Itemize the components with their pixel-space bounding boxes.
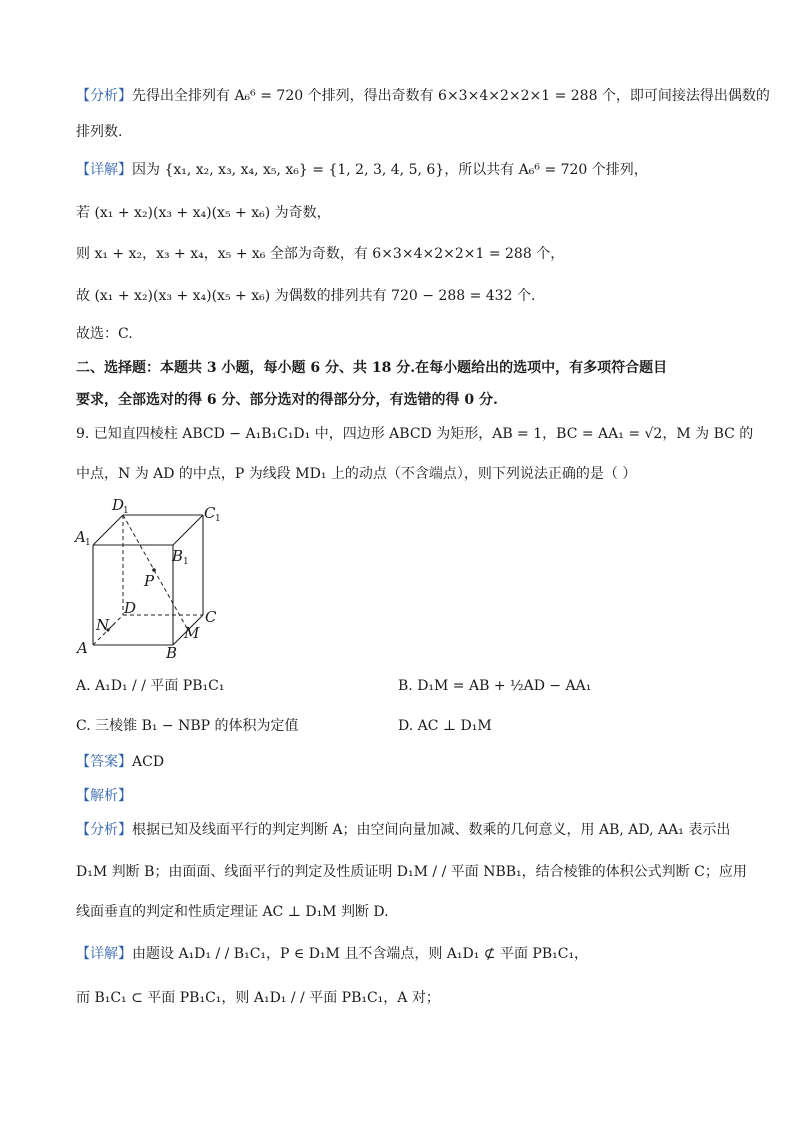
option-b: B. D₁M = AB + ½AD − AA₁ — [398, 678, 592, 694]
q9-analysis-line-3: 线面垂直的判定和性质定理证 AC ⊥ D₁M 判断 D. — [76, 904, 389, 920]
choice-line: 故选：C. — [76, 326, 133, 342]
q9-analysis-line-1 — [76, 820, 730, 840]
analysis-text: 先得出全排列有 A₆⁶ = 720 个排列，得出奇数有 6×3×4×2×2×1 = 288 个，即可间接法得出偶数的 — [132, 88, 770, 104]
label-C1-sub: 1 — [215, 514, 221, 524]
option-a: A. A₁D₁ / / 平面 PB₁C₁ — [76, 678, 225, 694]
answer-label: 【答案】 — [76, 754, 132, 770]
label-B1: B — [172, 547, 184, 565]
label-D1-sub: 1 — [123, 506, 129, 516]
section-heading-2: 要求，全部选对的得 6 分、部分选对的得部分分，有选错的得 0 分. — [76, 392, 498, 408]
label-A: A — [77, 639, 88, 657]
label-C1: C — [204, 504, 216, 522]
section-heading-1: 二、选择题：本题共 3 小题，每小题 6 分、共 18 分.在每小题给出的选项中，有多项符合题目 — [76, 360, 668, 376]
label-A1: A — [75, 528, 86, 546]
label-N: N — [96, 616, 110, 634]
detail-line-2: 若 (x₁ + x₂)(x₃ + x₄)(x₅ + x₆) 为奇数， — [76, 205, 331, 221]
q9-analysis-text: 根据已知及线面平行的判定判断 A；由空间向量加减、数乘的几何意义，用 AB, AD, AA₁ 表示出 — [132, 822, 731, 838]
label-B: B — [166, 644, 178, 660]
option-c: C. 三棱锥 B₁ − NBP 的体积为定值 — [76, 718, 299, 734]
label-B1-sub: 1 — [183, 557, 189, 567]
q9-detail-text: 由题设 A₁D₁ / / B₁C₁，P ∈ D₁M 且不含端点，则 A₁D₁ ⊄ 平面 PB₁C₁， — [132, 946, 589, 962]
detail-line-3: 则 x₁ + x₂，x₃ + x₄，x₅ + x₆ 全部为奇数，有 6×3×4×2×2×1 = 288 个， — [76, 246, 565, 262]
label-D: D — [124, 599, 137, 617]
analysis-line-2: 排列数. — [76, 124, 123, 140]
q9-analysis-label: 【分析】 — [76, 822, 132, 838]
detail-label: 【详解】 — [76, 162, 132, 178]
detail-text: 因为 {x₁, x₂, x₃, x₄, x₅, x₆} = {1, 2, 3, 4, 5, 6}，所以共有 A₆⁶ = 720 个排列， — [132, 162, 648, 178]
question-line-1: 9. 已知直四棱柱 ABCD − A₁B₁C₁D₁ 中，四边形 ABCD 为矩形，AB = 1，BC = AA₁ = √2，M 为 BC 的 — [76, 426, 754, 442]
label-P: P — [144, 572, 155, 590]
label-A1-sub: 1 — [85, 538, 91, 548]
jiexi-label: 【解析】 — [76, 788, 132, 804]
answer-line — [76, 752, 164, 772]
detail-line-4: 故 (x₁ + x₂)(x₃ + x₄)(x₅ + x₆) 为偶数的排列共有 720 − 288 = 432 个. — [76, 288, 536, 304]
option-d: D. AC ⊥ D₁M — [398, 718, 492, 734]
analysis-line-1 — [76, 86, 770, 106]
q9-detail-line-1 — [76, 944, 588, 964]
q9-detail-line-2: 而 B₁C₁ ⊂ 平面 PB₁C₁，则 A₁D₁ / / 平面 PB₁C₁，A 对； — [76, 990, 440, 1006]
label-M: M — [184, 624, 200, 642]
detail-line-1 — [76, 160, 648, 180]
q9-analysis-line-2: D₁M 判断 B；由面面、线面平行的判定及性质证明 D₁M / / 平面 NBB₁，结合棱锥的体积公式判断 C；应用 — [76, 864, 747, 880]
q9-detail-label: 【详解】 — [76, 946, 132, 962]
answer-value: ACD — [132, 754, 165, 770]
prism-figure — [70, 490, 240, 660]
analysis-label: 【分析】 — [76, 88, 132, 104]
question-line-2: 中点，N 为 AD 的中点，P 为线段 MD₁ 上的动点（不含端点），则下列说法正确的是（ ） — [76, 466, 637, 482]
label-C: C — [205, 608, 217, 626]
label-D1: D — [112, 496, 125, 514]
